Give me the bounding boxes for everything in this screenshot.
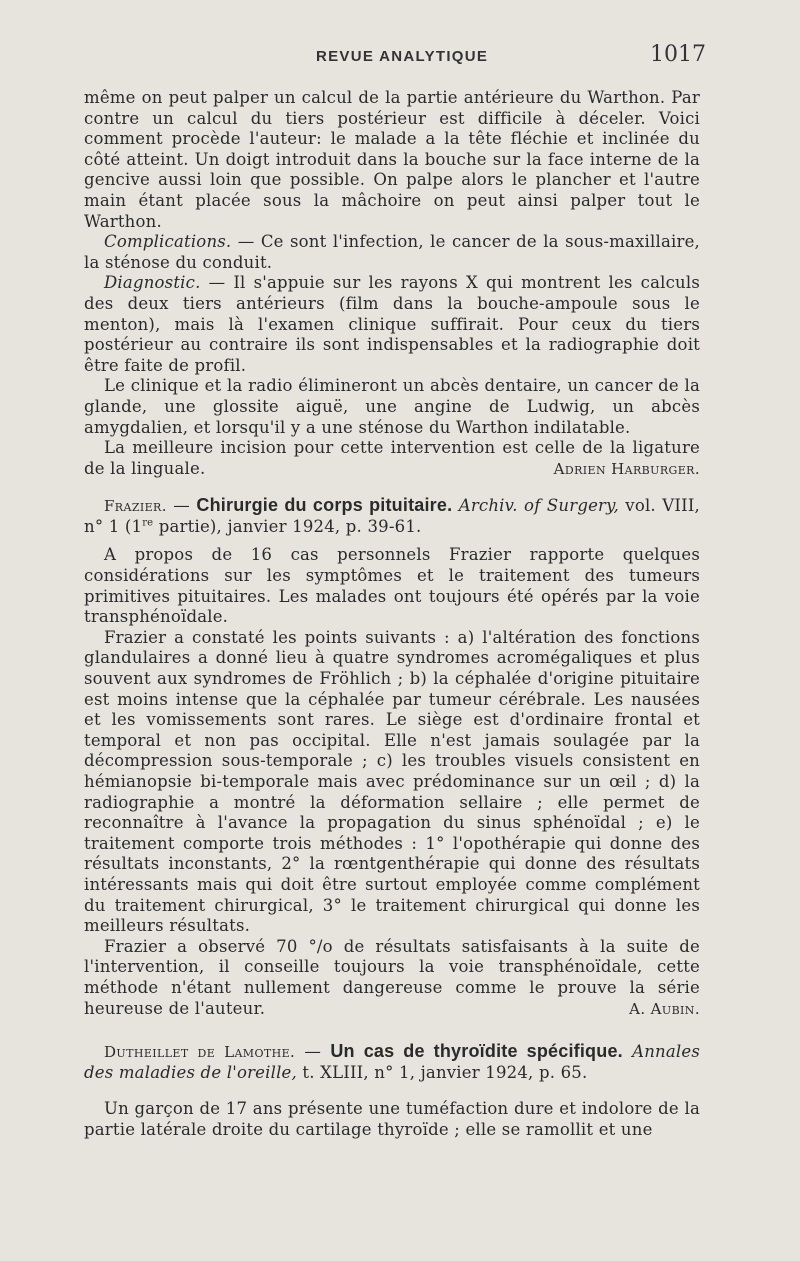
article2-paragraph-1: A propos de 16 cas personnels Frazier rapporte quelques considérations sur les symptômes et le traitement des tumeurs primitives pituitaires. Les malades ont toujours été opérés par la voie transphénoïdale.	[84, 545, 700, 627]
article2-ref-b: partie), janvier 1924, p. 39-61.	[153, 516, 422, 536]
article3-ref: t. XLIII, n° 1, janvier 1924, p. 65.	[296, 1062, 588, 1082]
article3-paragraph-1: Un garçon de 17 ans présente une tuméfaction dure et indolore de la partie latérale droite du cartilage thyroïde ; elle se ramollit et une	[84, 1099, 700, 1139]
article2-dash: —	[166, 496, 197, 516]
diagnostic-text: — Il s'appuie sur les rayons X qui montrent les calculs des deux tiers antérieurs (film dans la bouche-ampoule sous le menton), mais là l'examen clinique suffirait. Pour ceux du tiers postérieur au contraire ils sont indispensables et la radiographie doit être faite de profil.	[84, 273, 700, 375]
spacer	[84, 479, 700, 495]
article2-author: Frazier.	[104, 497, 167, 516]
article1-paragraph-1: même on peut palper un calcul de la partie antérieure du Warthon. Par contre un calcul du tiers postérieur est difficile à déceler. Voici comment procède l'auteur: le malade a la tête fléchie et inclinée du côté atteint. Un doigt introduit dans la bouche sur la face interne de la gencive aussi loin que possible. On palpe alors le plancher et l'autre main étant placée sous la mâchoire on peut ainsi palper tout le Warthon.	[84, 88, 700, 231]
article3-heading	[84, 1041, 700, 1083]
article3-author: Dutheillet de Lamothe.	[104, 1043, 296, 1062]
complications-text: — Ce sont l'infection, le cancer de la sous-maxillaire, la sténose du conduit.	[84, 232, 700, 272]
article2-ref-a: vol. VIII, n° 1 (1	[84, 496, 700, 536]
article2-paragraph-3: Frazier a observé 70 °/o de résultats satisfaisants à la suite de l'intervention, il conseille toujours la voie transphénoïdale, cette méthode n'étant nullement dangereuse comme le prouve la série heureuse de l'auteur.	[84, 936, 700, 1018]
article1-complications	[84, 232, 700, 273]
page-header	[84, 42, 706, 76]
page-number: 1017	[650, 42, 706, 67]
article1-differential: Le clinique et la radio élimineront un abcès dentaire, un cancer de la glande, une glossite aiguë, une angine de Ludwig, un abcès amygdalien, et lorsqu'il y a une sténose du Warthon indilatable.	[84, 376, 700, 437]
article1-conclusion: La meilleure incision pour cette intervention est celle de la ligature de la linguale.	[84, 438, 700, 478]
article2-title: Chirurgie du corps pituitaire.	[196, 495, 453, 516]
running-head: REVUE ANALYTIQUE	[316, 48, 489, 65]
article2-paragraph-2: Frazier a constaté les points suivants : a) l'altération des fonctions glandulaires a donné lieu à quatre syndromes acromégaliques et plus souvent aux syndromes de Fröhlich ; b) la céphalée d'origine pituitaire est moins intense que la céphalée par tumeur cérébrale. Les nausées et les vomissements sont rares. Le siège est d'ordinaire frontal et temporal et non pas occipital. Elle n'est jamais soulagée par la décompression sous-temporale ; c) les troubles visuels consistent en hémianopsie bi-temporale mais avec prédominance sur un œil ; d) la radiographie a montré la déformation sellaire ; elle permet de reconnaître à l'avance la propagation du sinus sphénoïdal ; e) le traitement comporte trois méthodes : 1° l'opothérapie qui donne des résultats inconstants, 2° la rœntgenthérapie qui donne des résultats intéressants mais qui doit être surtout employée comme complément du traitement chirurgical, 3° le traitement chirurgical qui donne les meilleurs résultats.	[84, 627, 700, 936]
spacer	[84, 537, 700, 545]
spacer	[84, 1083, 700, 1099]
diagnostic-label: Diagnostic.	[104, 273, 201, 293]
article3-journal: Annales des maladies de l'oreille,	[84, 1042, 701, 1082]
body-text	[84, 88, 700, 1141]
article1-diagnostic	[84, 273, 700, 376]
spacer	[84, 1019, 700, 1041]
signature-harburger: Adrien Harburger.	[553, 459, 700, 478]
article3-dash: —	[295, 1042, 331, 1062]
article3-title: Un cas de thyroïdite spécifique.	[330, 1041, 623, 1062]
article2-ref-sup: re	[142, 517, 154, 529]
article2-heading	[84, 495, 700, 537]
signature-aubin: A. Aubin.	[629, 999, 700, 1018]
complications-label: Complications.	[104, 232, 232, 252]
article2-journal: Archiv. of Surgery,	[458, 496, 619, 516]
